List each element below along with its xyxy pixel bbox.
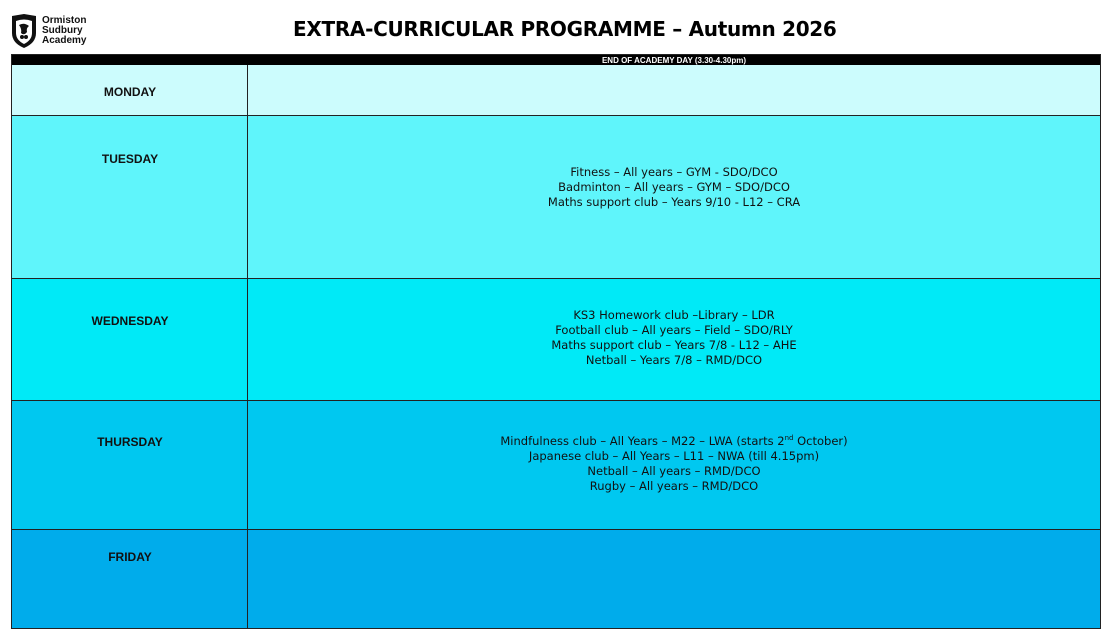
page-title: EXTRA-CURRICULAR PROGRAMME – Autumn 2026 xyxy=(293,17,837,41)
activity-item: Fitness – All years – GYM - SDO/DCO xyxy=(570,165,778,179)
shield-crest-icon xyxy=(10,13,38,49)
day-label: TUESDAY xyxy=(101,152,159,166)
activity-item: Japanese club – All Years – L11 – NWA (till 4.15pm) xyxy=(528,449,820,463)
activity-item: Badminton – All years – GYM – SDO/DCO xyxy=(558,180,790,194)
day-cell xyxy=(12,65,248,115)
day-row-monday xyxy=(12,65,1100,116)
day-label: MONDAY xyxy=(103,85,157,99)
activities-cell xyxy=(248,308,1100,368)
day-cell xyxy=(12,279,248,400)
day-cell xyxy=(12,401,248,529)
column-header: END OF ACADEMY DAY (3.30-4.30pm) xyxy=(601,56,747,65)
activities-cell xyxy=(248,434,1100,494)
activities-cell xyxy=(248,165,1100,210)
activity-item: Netball – Years 7/8 – RMD/DCO xyxy=(585,353,763,367)
school-name-line3: Academy xyxy=(42,35,87,46)
day-row-tuesday xyxy=(12,116,1100,279)
activity-item: Rugby – All years – RMD/DCO xyxy=(589,479,759,493)
school-name-line2: Sudbury xyxy=(42,25,83,36)
page-header xyxy=(0,0,1111,54)
day-row-thursday xyxy=(12,401,1100,530)
activity-item: Mindfulness club – All Years – M22 – LWA (starts 2nd October) xyxy=(500,434,848,448)
programme-table xyxy=(11,54,1101,629)
day-label: THURSDAY xyxy=(97,435,163,449)
activity-item: Maths support club – Years 7/8 - L12 – AHE xyxy=(551,338,797,352)
day-row-friday xyxy=(12,530,1100,628)
activity-item: Netball – All years – RMD/DCO xyxy=(587,464,761,478)
activity-item: Maths support club – Years 9/10 - L12 – CRA xyxy=(547,195,801,209)
day-cell xyxy=(12,530,248,628)
activity-item: Football club – All years – Field – SDO/RLY xyxy=(555,323,793,337)
activity-item: KS3 Homework club –Library – LDR xyxy=(573,308,775,322)
table-header-band xyxy=(12,55,1100,65)
school-logo xyxy=(10,13,86,53)
day-label: FRIDAY xyxy=(108,550,152,564)
day-cell xyxy=(12,116,248,278)
day-row-wednesday xyxy=(12,279,1100,401)
day-label: WEDNESDAY xyxy=(91,314,169,328)
school-name-line1: Ormiston xyxy=(42,15,87,26)
